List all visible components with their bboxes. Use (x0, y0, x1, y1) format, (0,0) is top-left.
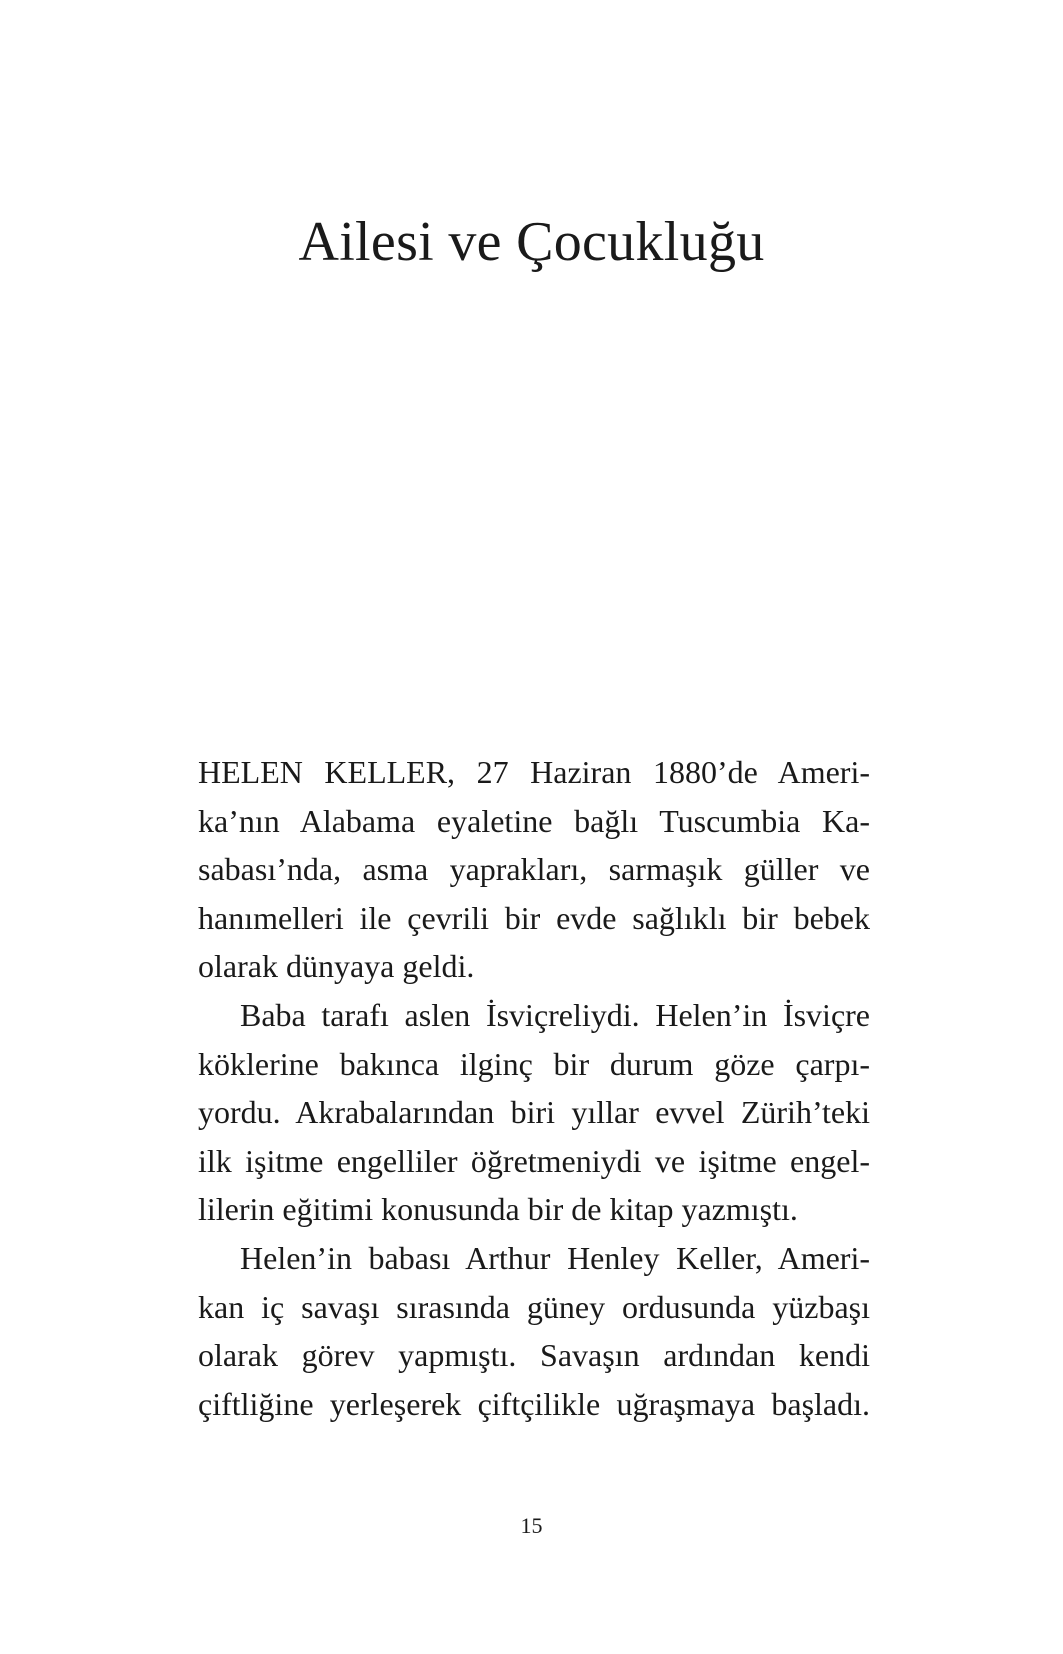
text-line: Baba tarafı aslen İsviçreliydi. Helen’in İsviçre (240, 996, 870, 1033)
text-line: kan iç savaşı sırasında güney ordusunda yüzbaşı (198, 1288, 870, 1325)
text-line: çiftliğine yerleşerek çiftçilikle uğraşmaya başladı. (198, 1385, 870, 1422)
text-line: köklerine bakınca ilginç bir durum göze çarpı- (198, 1045, 870, 1082)
text-line: yordu. Akrabalarından biri yıllar evvel Zürih’teki (198, 1094, 870, 1131)
paragraph-3 (198, 1234, 870, 1428)
chapter-title: Ailesi ve Çocukluğu (298, 211, 765, 273)
body-text (198, 748, 870, 1428)
text-line: olarak görev yapmıştı. Savaşın ardından kendi (198, 1337, 870, 1374)
text-line: sabası’nda, asma yaprakları, sarmaşık güller ve (198, 851, 870, 888)
text-line: lilerin eğitimi konusunda bir de kitap yazmıştı. (198, 1191, 798, 1228)
text-line: Helen’in babası Arthur Henley Keller, Ameri- (240, 1239, 870, 1276)
text-line: ka’nın Alabama eyaletine bağlı Tuscumbia Ka- (198, 802, 870, 839)
text-line: HELEN KELLER, 27 Haziran 1880’de Ameri- (198, 754, 870, 790)
paragraph-1 (198, 748, 870, 991)
paragraph-2 (198, 991, 870, 1234)
text-line: ilk işitme engelliler öğretmeniydi ve işitme engel- (198, 1142, 870, 1179)
text-line: olarak dünyaya geldi. (198, 948, 475, 985)
text-line: hanımelleri ile çevrili bir evde sağlıklı bir bebek (198, 899, 870, 936)
page-number: 15 (520, 1513, 543, 1538)
